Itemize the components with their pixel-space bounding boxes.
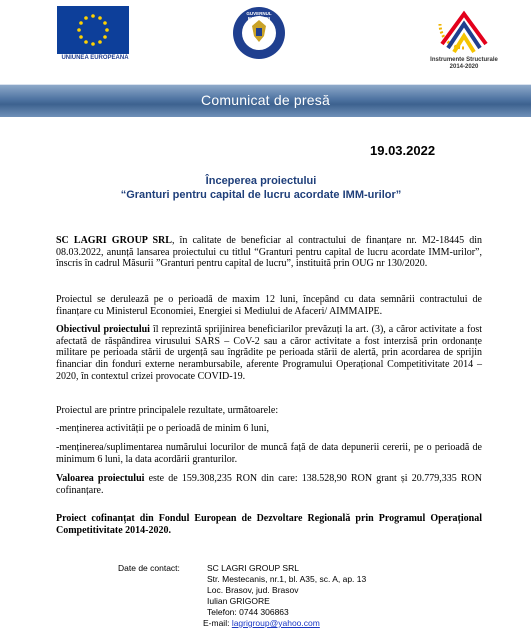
- value-label: Valoarea proiectului: [56, 473, 145, 484]
- objective-text: îl reprezintă sprijinirea beneficiarilor prevăzuți la art. (3), a căror activitate a fost afectată de răspândirea virusului SARS – CoV-2 sau a căror activitate a fost interzisă prin ordonanțe militare pe perioada stării de urgență sau îngrădite pe perioada stării de alertă, prin acordarea de sprijin financiar din fonduri externe nerambursabile, aferente Programului Operațional Competitivitate 2014 – 2020, în contextul crizei provocate COVID-19.: [56, 324, 482, 382]
- instrumente-structurale-caption: [418, 57, 510, 71]
- eu-flag-logo: [57, 6, 129, 54]
- contact-email-link[interactable]: lagrigroup@yahoo.com: [231, 618, 320, 628]
- heading-line2: “Granturi pentru capital de lucru acordate IMM-urilor”: [120, 189, 402, 201]
- paragraph-intro: [56, 235, 482, 270]
- cofinancing-statement: Proiect cofinanțat din Fondul European de Dezvoltare Regională prin Programul Operațional Competitivitate 2014-2020.: [56, 513, 482, 536]
- is-caption-line1: Instrumente Structurale: [430, 57, 498, 63]
- eu-stars-icon: [57, 6, 129, 54]
- eu-caption: UNIUNEA EUROPEANĂ: [61, 55, 129, 61]
- contact-email-label: E-mail:: [203, 618, 232, 628]
- paragraph-value: [56, 473, 482, 496]
- company-name: SC LAGRI GROUP SRL: [56, 235, 172, 246]
- value-text: este de 159.308,235 RON din care: 138.528,90 RON grant și 20.779,335 RON cofinanțare.: [56, 473, 482, 496]
- contact-person: Iulian GRIGORE: [207, 596, 270, 606]
- objective-label: Obiectivul proiectului: [56, 324, 150, 335]
- contact-email-row: [203, 618, 320, 629]
- instrumente-structurale-logo: [424, 8, 504, 58]
- paragraph-result-1: -menținerea activității pe o perioadă de minim 6 luni,: [56, 423, 269, 434]
- paragraph-result-2: -menținerea/suplimentarea numărului locurilor de muncă față de data depunerii cererii, pe o perioadă de minimum 6 luni, la data acordării granturilor.: [56, 442, 482, 465]
- structural-instruments-icon: [424, 8, 504, 58]
- paragraph-results-intro: Proiectul are printre principalele rezultate, următoarele:: [56, 405, 279, 416]
- paragraph-duration: Proiectul se derulează pe o perioadă de maxim 12 luni, începând cu data semnării contractului de finanțare cu Ministerul Economiei, Energiei si Mediului de Afaceri/ AIMMAIPE.: [56, 294, 482, 317]
- paragraph-intro-text: , în calitate de beneficiar al contractului de finanțare nr. M2-18445 din 08.03.2022, anunță lansarea proiectului cu titlul “Granturi pentru capital de lucru acordate IMM-urilor”, înscris în cadrul Măsurii ”Granturi pentru capital de lucru”, instituită prin OUG nr 130/2020.: [56, 235, 483, 270]
- banner-title: Comunicat de presă: [201, 92, 330, 108]
- contact-label: Date de contact:: [118, 563, 180, 573]
- is-caption-line2: 2014-2020: [449, 64, 479, 70]
- press-release-date: 19.03.2022: [370, 143, 436, 158]
- paragraph-objective: [56, 324, 482, 383]
- government-caption: GUVERNUL ROMÂNIEI: [246, 11, 272, 21]
- contact-address: Str. Mestecanis, nr.1, bl. A35, sc. A, ap. 13: [207, 574, 367, 584]
- contact-locality: Loc. Brasov, jud. Brasov: [207, 585, 299, 595]
- contact-phone: Telefon: 0744 306863: [207, 607, 289, 617]
- contact-company: SC LAGRI GROUP SRL: [207, 563, 299, 573]
- heading-line1: Începerea proiectului: [205, 175, 317, 187]
